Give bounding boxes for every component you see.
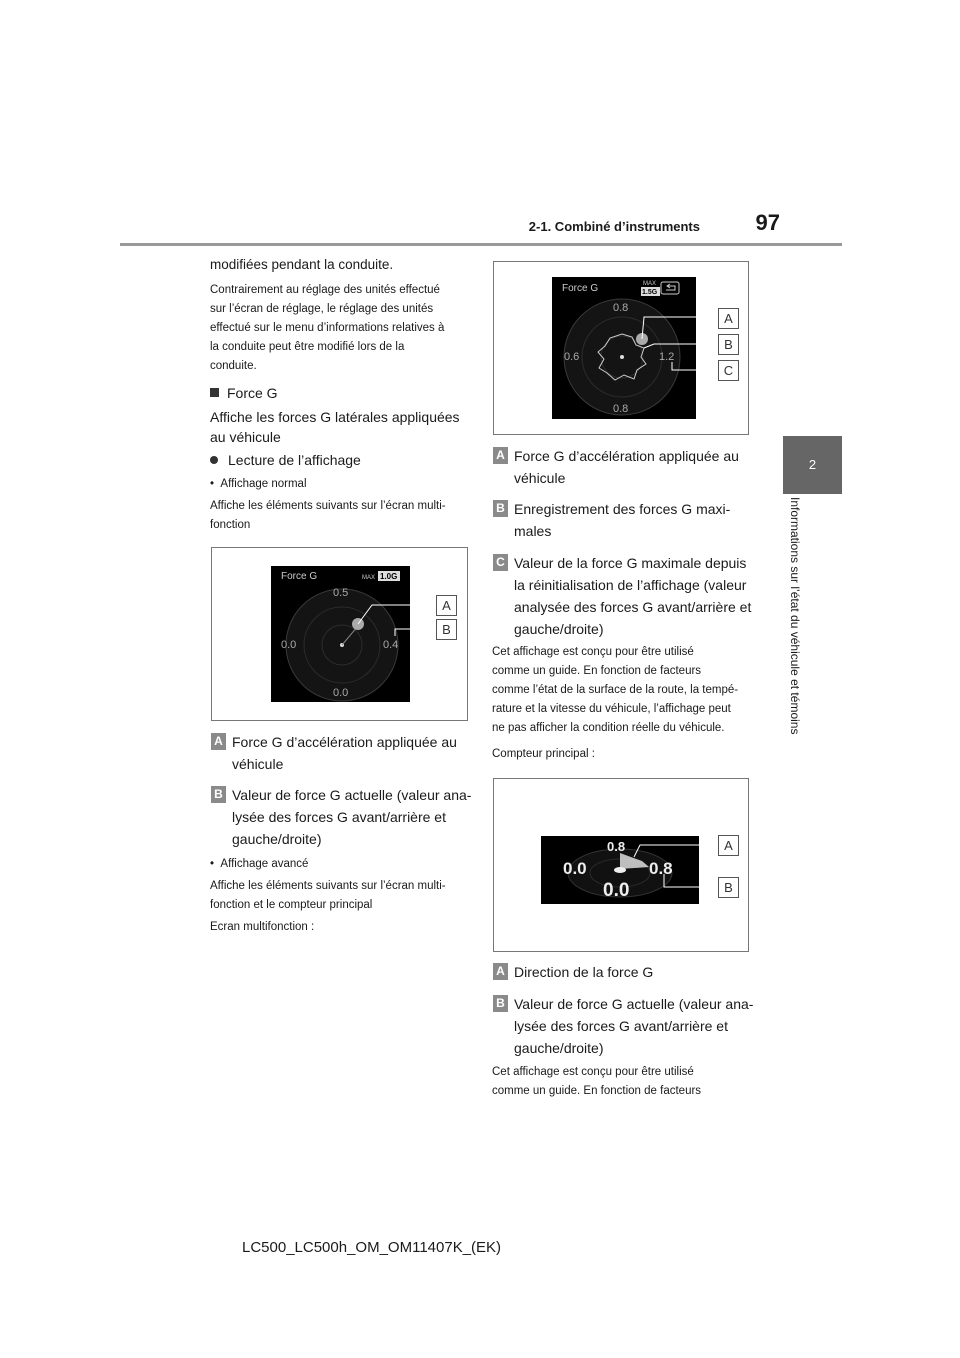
item-letter-b: B <box>493 995 508 1012</box>
item-a-text <box>514 445 739 489</box>
item-b-text <box>514 498 730 542</box>
item-letter-a: A <box>493 963 508 980</box>
fig3-top-value: 0.8 <box>607 839 626 854</box>
page-number: 97 <box>755 210 780 235</box>
fig2-top-value: 0.8 <box>613 302 629 314</box>
item-line: gauche/droite) <box>232 831 322 847</box>
fig1-max-value: 1.0G <box>380 572 398 581</box>
item-letter-c: C <box>493 554 508 571</box>
item2-b-text <box>514 993 753 1059</box>
callout-a: A <box>718 308 739 329</box>
item-line: Valeur de force G actuelle (valeur ana- <box>232 787 472 803</box>
figure-main-meter <box>493 778 749 952</box>
fig1-max-label: MAX <box>362 575 376 581</box>
note-line: Cet affichage est conçu pour être utilisé <box>492 1066 694 1078</box>
guide-note <box>492 643 738 738</box>
fig2-right-value: 1.2 <box>659 351 675 363</box>
note-line: comme l’état de la surface de la route, la tempé- <box>492 684 739 696</box>
note-line: ne pas afficher la condition réelle du véhicule. <box>492 722 725 734</box>
fig2-title: Force G <box>562 283 599 294</box>
note-line: comme un guide. En fonction de facteurs <box>492 665 702 677</box>
section-text <box>210 407 460 447</box>
item-line: males <box>514 523 552 539</box>
fig1-bottom-value: 0.0 <box>333 687 349 699</box>
item-line: véhicule <box>514 470 566 486</box>
item-letter-a: A <box>211 733 226 750</box>
small-bullet-icon: • <box>210 858 215 870</box>
item-b-text <box>232 784 471 850</box>
fig1-title: Force G <box>281 571 318 582</box>
item-letter-a: A <box>493 447 508 464</box>
callout-a: A <box>718 835 739 856</box>
note-line: comme un guide. En fonction de facteurs <box>492 1085 702 1097</box>
item2-a-text <box>514 961 653 983</box>
bullet-heading-text: Lecture de l’affichage <box>228 452 361 468</box>
note-line: sur l’écran de réglage, le réglage des unités <box>210 303 434 315</box>
item-line: analysée des forces G avant/arrière et <box>514 599 752 615</box>
chapter-tab: 2 <box>783 436 842 494</box>
fig3-left-value: 0.0 <box>563 859 587 878</box>
fig2-left-value: 0.6 <box>564 351 580 363</box>
item-line: gauche/droite) <box>514 621 604 637</box>
note-line: effectué sur le menu d’informations relatives à <box>210 322 445 334</box>
item-line: Force G d’accélération appliquée au <box>514 448 739 464</box>
normal-display-text: Affichage normal <box>220 478 307 490</box>
small-bullet-icon: • <box>210 478 215 490</box>
callout-b: B <box>718 334 739 355</box>
item-c-text <box>514 552 751 640</box>
fig2-max-value: 1.5G <box>642 289 658 296</box>
figure-normal-svg <box>212 548 467 720</box>
gauge-center <box>614 867 626 873</box>
fig1-top-value: 0.5 <box>333 587 349 599</box>
fig2-bottom-value: 0.8 <box>613 403 629 415</box>
item-line: Direction de la force G <box>514 964 654 980</box>
section-heading-force-g <box>210 383 278 403</box>
advanced-display-text: Affichage avancé <box>220 858 309 870</box>
advanced-display-desc <box>210 877 446 915</box>
note-line: Cet affichage est conçu pour être utilisé <box>492 646 694 658</box>
fig3-right-value: 0.8 <box>649 859 673 878</box>
normal-display-desc <box>210 497 446 535</box>
gauge-center <box>620 355 624 359</box>
fig1-right-value: 0.4 <box>383 639 399 651</box>
header-rule <box>120 243 842 246</box>
square-bullet-icon <box>210 388 219 397</box>
item-a-text <box>232 731 457 775</box>
figure-advanced-svg <box>494 262 748 434</box>
callout-c: C <box>718 360 739 381</box>
dot-bullet-icon <box>210 456 218 464</box>
item-line: Force G d’accélération appliquée au <box>232 734 457 750</box>
item-line: véhicule <box>232 756 284 772</box>
figure-main-meter-svg <box>494 779 748 951</box>
item-line: lysée des forces G avant/arrière et <box>514 1018 728 1034</box>
callout-a: A <box>436 595 457 616</box>
normal-display-label <box>210 475 307 494</box>
note-line: la conduite peut être modifié lors de la <box>210 341 405 353</box>
item-letter-b: B <box>493 500 508 517</box>
guide-note-2 <box>492 1063 701 1101</box>
section-heading-text: Force G <box>227 385 278 401</box>
desc-line: Affiche les éléments suivants sur l’écran multi- <box>210 500 446 512</box>
desc-line: fonction et le compteur principal <box>210 899 373 911</box>
main-meter-label: Compteur principal : <box>492 748 595 760</box>
item-letter-b: B <box>211 786 226 803</box>
desc-line: fonction <box>210 519 251 531</box>
advanced-display-label <box>210 855 308 874</box>
chapter-title: Informations sur l’état du véhicule et témoins <box>788 497 802 735</box>
item-line: la réinitialisation de l’affichage (valeur <box>514 577 747 593</box>
intro-line: modifiées pendant la conduite. <box>210 257 394 272</box>
multi-screen-label: Ecran multifonction : <box>210 921 315 933</box>
item-line: gauche/droite) <box>514 1040 604 1056</box>
desc-line: Affiche les éléments suivants sur l’écran multi- <box>210 880 446 892</box>
item-line: Enregistrement des forces G maxi- <box>514 501 731 517</box>
note-line: conduite. <box>210 360 257 372</box>
callout-b: B <box>718 877 739 898</box>
fig1-left-value: 0.0 <box>281 639 297 651</box>
note-line: rature et la vitesse du véhicule, l’affichage peut <box>492 703 731 715</box>
document-code: LC500_LC500h_OM_OM11407K_(EK) <box>242 1239 502 1256</box>
item-line: lysée des forces G avant/arrière et <box>232 809 446 825</box>
fig2-max-label: MAX <box>643 281 657 287</box>
section-text-line: au véhicule <box>210 429 281 445</box>
fig3-bottom-value: 0.0 <box>603 880 630 901</box>
item-line: Valeur de la force G maximale depuis <box>514 555 747 571</box>
figure-advanced-display <box>493 261 749 435</box>
chapter-side-label <box>778 497 808 857</box>
figure-normal-display <box>211 547 468 721</box>
section-title: 2-1. Combiné d’instruments <box>528 219 700 234</box>
callout-b: B <box>436 619 457 640</box>
item-line: Valeur de force G actuelle (valeur ana- <box>514 996 754 1012</box>
unit-note <box>210 281 444 376</box>
section-text-line: Affiche les forces G latérales appliquées <box>210 409 460 425</box>
note-line: Contrairement au réglage des unités effectué <box>210 284 440 296</box>
bullet-reading <box>210 450 361 470</box>
